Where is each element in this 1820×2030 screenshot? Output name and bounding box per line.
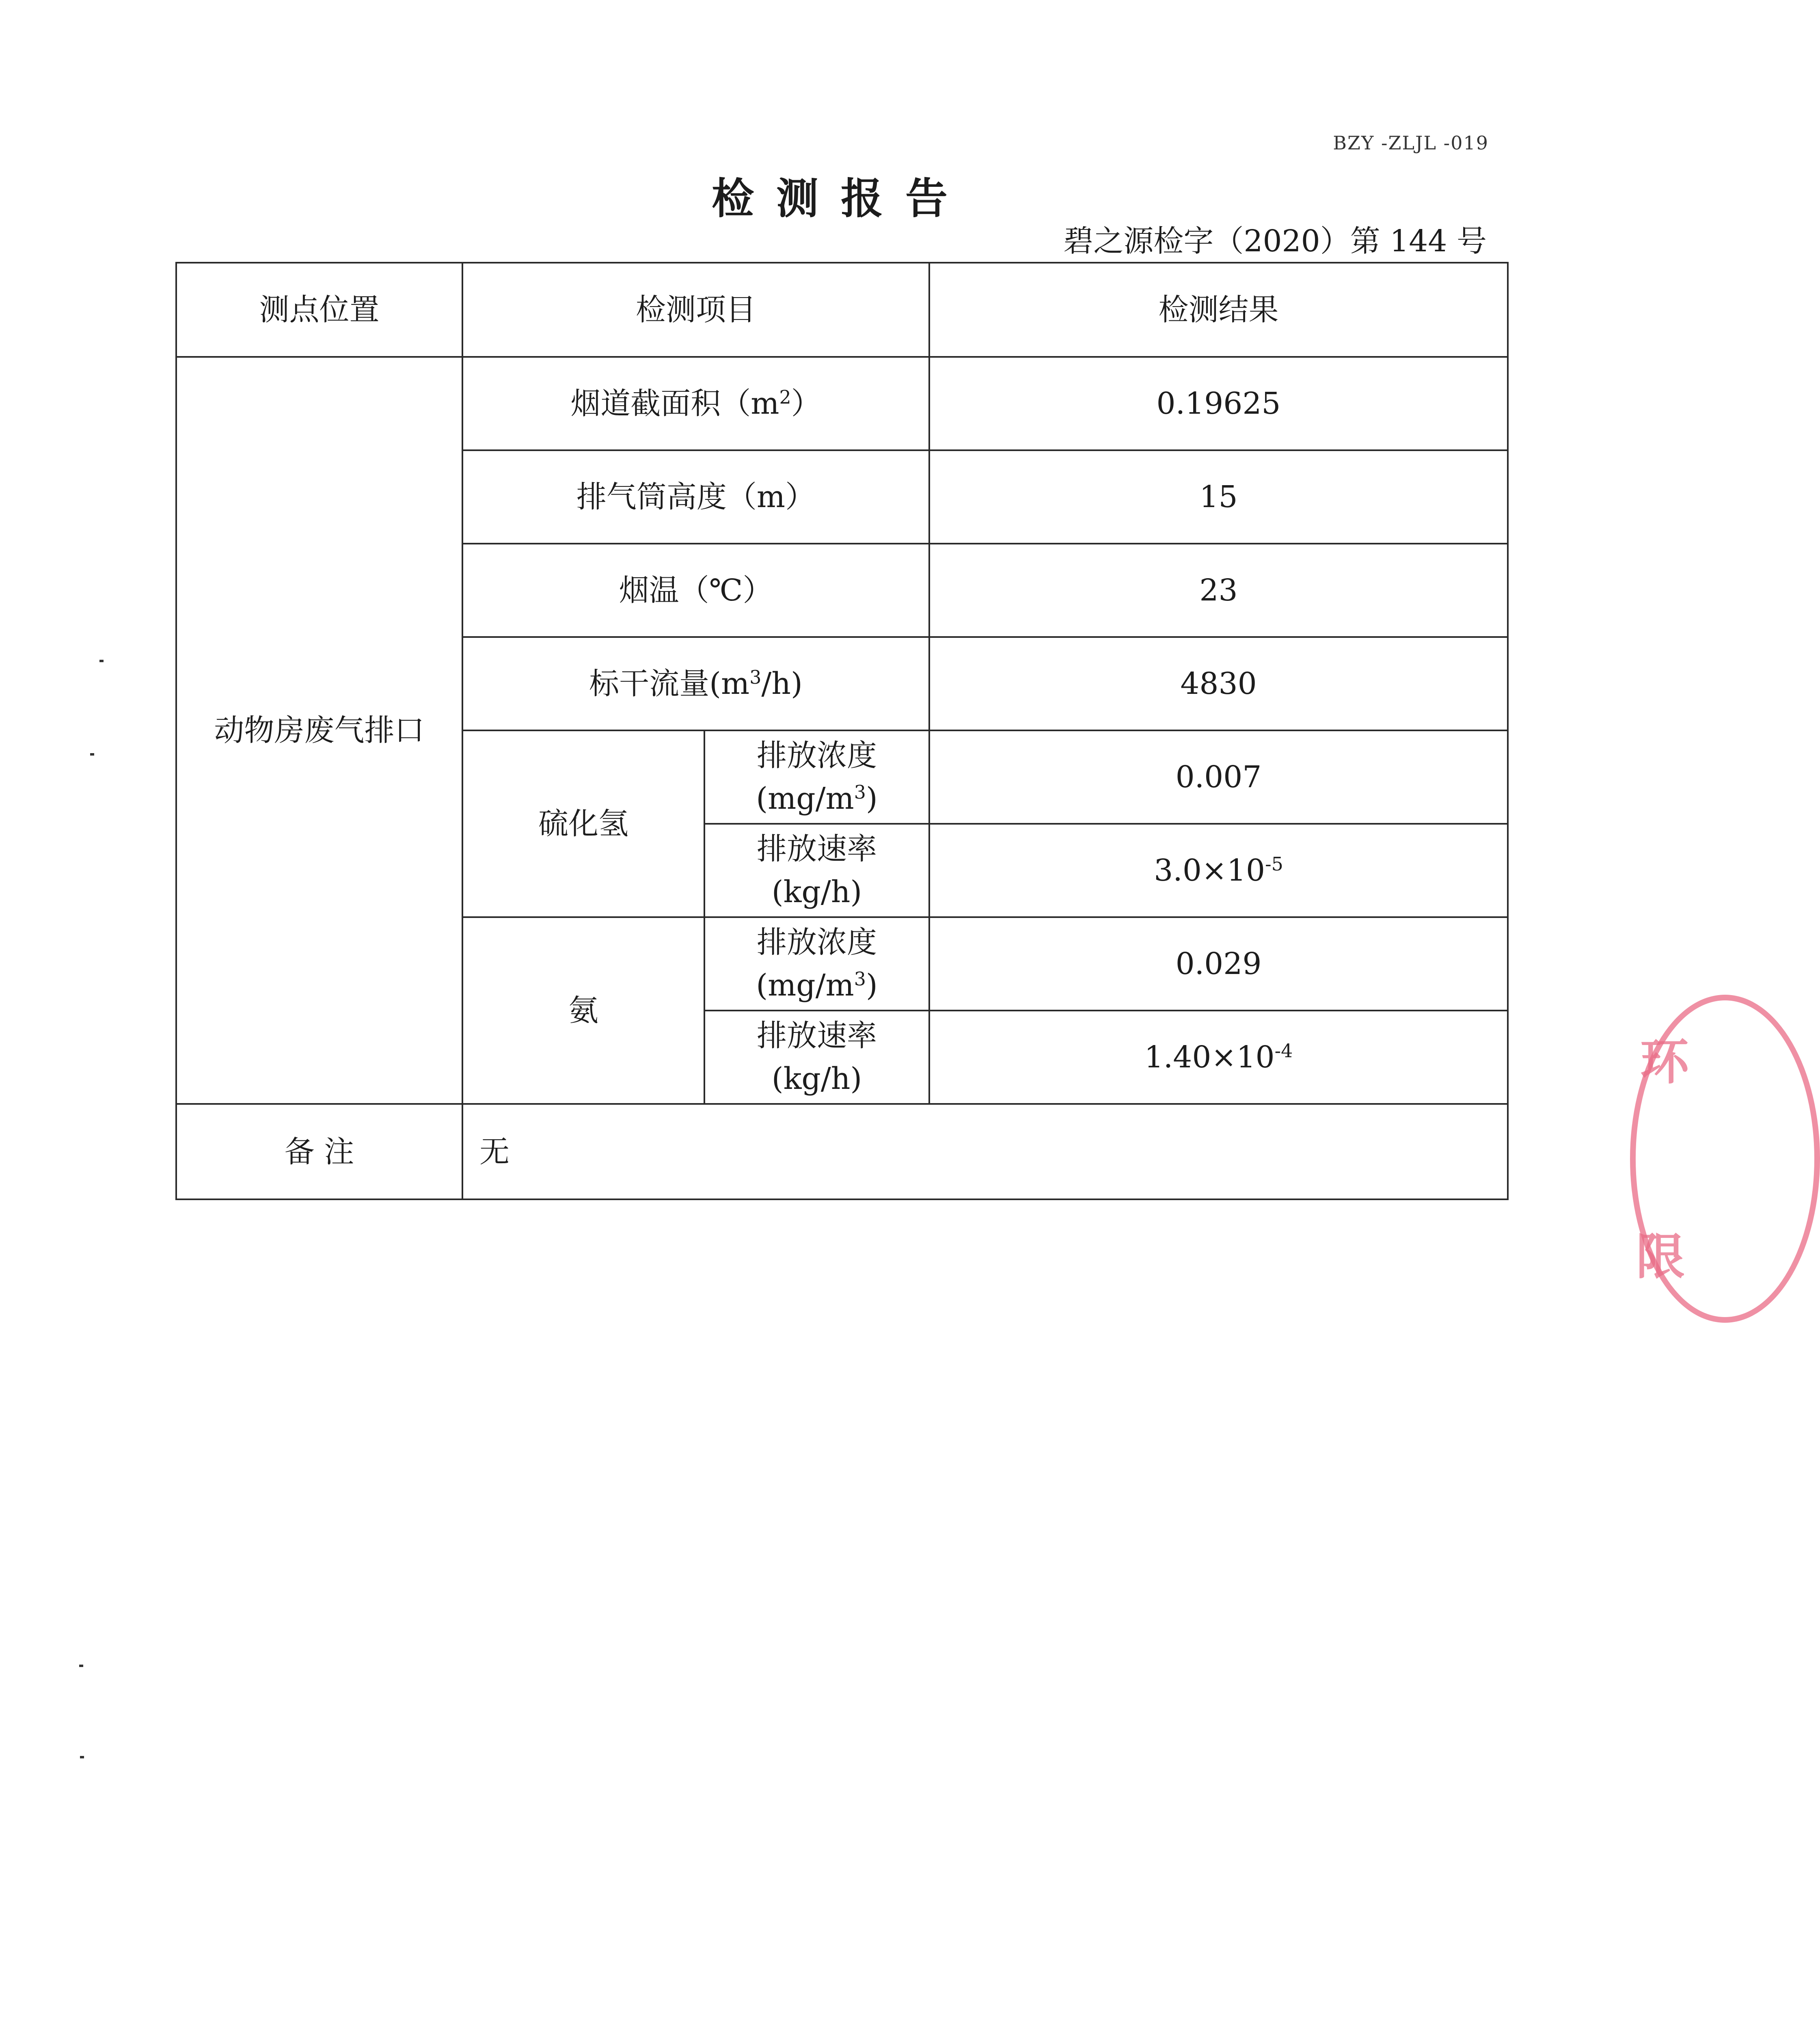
flue-temp-value: 23 <box>929 544 1508 637</box>
scan-speck <box>90 753 94 756</box>
h2s-rate-label: 排放速率 (kg/h) <box>704 824 929 917</box>
scan-speck <box>99 660 104 662</box>
seal-fragment-top: 环 <box>1640 1033 1689 1091</box>
h2s-conc-label: 排放浓度 $(mg/m^3)$ <box>704 730 929 824</box>
flue-area-value: 0.19625 <box>929 357 1508 450</box>
header-result: 检测结果 <box>929 263 1508 357</box>
flow-label: 标干流量$(m^3/h)$ <box>462 637 929 730</box>
table-row <box>176 357 1508 450</box>
nh3-conc-label: 排放浓度 $(mg/m^3)$ <box>704 917 929 1011</box>
note-label: 备 注 <box>176 1104 462 1199</box>
location-cell: 动物房废气排口 <box>176 357 462 1104</box>
report-number: 碧之源检字（2020）第 144 号 <box>1063 224 1487 259</box>
h2s-name: 硫化氢 <box>462 730 704 917</box>
note-value: 无 <box>462 1104 1508 1199</box>
stack-height-value: 15 <box>929 450 1508 544</box>
nh3-rate-label: 排放速率 (kg/h) <box>704 1011 929 1104</box>
flow-value: 4830 <box>929 637 1508 730</box>
table-header-row <box>176 263 1508 357</box>
note-row <box>176 1104 1508 1199</box>
header-location: 测点位置 <box>176 263 462 357</box>
report-table <box>175 262 1509 1200</box>
stack-height-label: 排气筒高度（m） <box>462 450 929 544</box>
h2s-rate-value: $3.0\times 10^{-5}$ <box>929 824 1508 917</box>
nh3-rate-value: $1.40\times 10^{-4}$ <box>929 1011 1508 1104</box>
flue-temp-label: 烟温（℃） <box>462 544 929 637</box>
page-title: 检测报告 <box>711 173 970 223</box>
document-code: BZY -ZLJL -019 <box>1333 132 1489 154</box>
header-item: 检测项目 <box>462 263 929 357</box>
scan-speck <box>80 1756 84 1758</box>
seal-fragment-bottom: 限 <box>1636 1228 1685 1285</box>
nh3-conc-value: 0.029 <box>929 917 1508 1011</box>
flue-area-label: 烟道截面积$(m^2)$ <box>462 357 929 450</box>
scan-speck <box>79 1665 83 1667</box>
nh3-name: 氨 <box>462 917 704 1104</box>
h2s-conc-value: 0.007 <box>929 730 1508 824</box>
